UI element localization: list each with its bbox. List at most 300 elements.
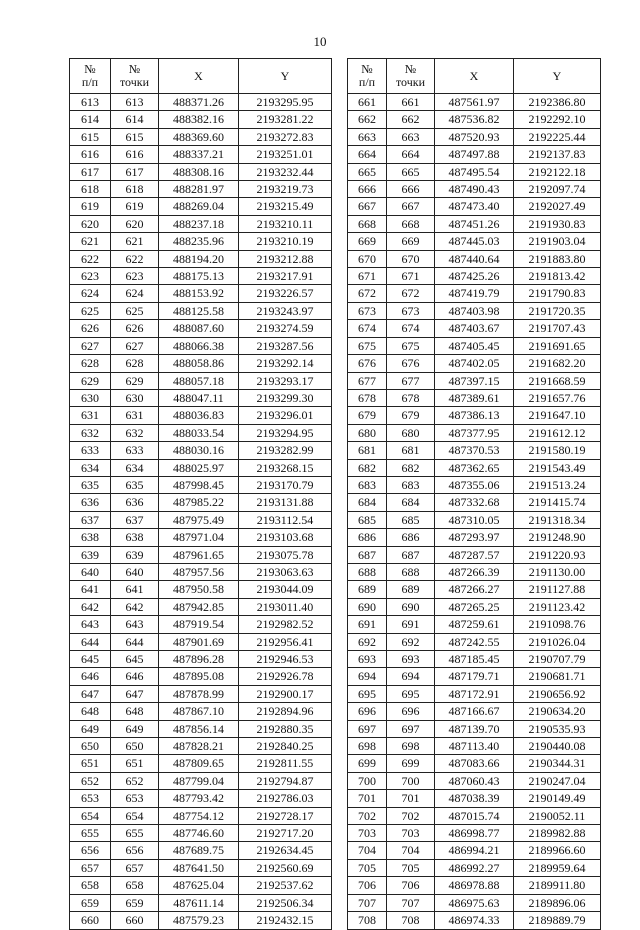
- table-row: [70, 859, 332, 876]
- cell-x: 487451.26: [435, 215, 514, 232]
- cell-x: 487242.55: [435, 633, 514, 650]
- cell-y: 2192946.53: [239, 651, 332, 668]
- cell-x: 487998.45: [159, 476, 239, 493]
- cell-point-number: 635: [111, 476, 159, 493]
- table-header: [70, 59, 332, 94]
- cell-row-number: 642: [70, 598, 111, 615]
- cell-row-number: 638: [70, 529, 111, 546]
- cell-y: 2191248.90: [514, 529, 601, 546]
- table-row: [348, 494, 601, 511]
- cell-point-number: 681: [387, 442, 435, 459]
- header-x: X: [435, 59, 514, 94]
- cell-row-number: 673: [348, 302, 387, 319]
- cell-y: 2191813.42: [514, 268, 601, 285]
- cell-x: 487473.40: [435, 198, 514, 215]
- cell-x: 487971.04: [159, 529, 239, 546]
- cell-point-number: 636: [111, 494, 159, 511]
- cell-y: 2191691.65: [514, 337, 601, 354]
- cell-row-number: 613: [70, 94, 111, 111]
- cell-x: 488382.16: [159, 111, 239, 128]
- cell-x: 487389.61: [435, 389, 514, 406]
- cell-point-number: 634: [111, 459, 159, 476]
- table-row: [70, 268, 332, 285]
- cell-point-number: 626: [111, 320, 159, 337]
- table-row: [70, 407, 332, 424]
- table-row: [70, 755, 332, 772]
- table-row: [348, 511, 601, 528]
- table-row: [70, 581, 332, 598]
- cell-x: 487083.66: [435, 755, 514, 772]
- cell-row-number: 634: [70, 459, 111, 476]
- cell-y: 2193131.88: [239, 494, 332, 511]
- cell-point-number: 623: [111, 268, 159, 285]
- cell-x: 487878.99: [159, 685, 239, 702]
- cell-x: 487060.43: [435, 772, 514, 789]
- cell-x: 487185.45: [435, 651, 514, 668]
- cell-point-number: 617: [111, 163, 159, 180]
- table-row: [70, 163, 332, 180]
- cell-x: 487113.40: [435, 738, 514, 755]
- cell-point-number: 645: [111, 651, 159, 668]
- cell-point-number: 680: [387, 424, 435, 441]
- cell-x: 487402.05: [435, 355, 514, 372]
- cell-x: 487038.39: [435, 790, 514, 807]
- table-row: [70, 494, 332, 511]
- cell-row-number: 676: [348, 355, 387, 372]
- cell-y: 2192926.78: [239, 668, 332, 685]
- cell-row-number: 693: [348, 651, 387, 668]
- cell-row-number: 651: [70, 755, 111, 772]
- cell-point-number: 633: [111, 442, 159, 459]
- cell-y: 2191098.76: [514, 616, 601, 633]
- cell-y: 2191543.49: [514, 459, 601, 476]
- table-row: [348, 877, 601, 894]
- cell-y: 2192537.62: [239, 877, 332, 894]
- cell-row-number: 689: [348, 581, 387, 598]
- cell-row-number: 690: [348, 598, 387, 615]
- header-y: Y: [514, 59, 601, 94]
- cell-x: 487265.25: [435, 598, 514, 615]
- cell-x: 487611.14: [159, 894, 239, 911]
- table-row: [70, 94, 332, 111]
- cell-point-number: 658: [111, 877, 159, 894]
- cell-row-number: 657: [70, 859, 111, 876]
- cell-x: 487440.64: [435, 250, 514, 267]
- cell-row-number: 643: [70, 616, 111, 633]
- cell-x: 487625.04: [159, 877, 239, 894]
- cell-y: 2189982.88: [514, 825, 601, 842]
- cell-row-number: 703: [348, 825, 387, 842]
- cell-row-number: 647: [70, 685, 111, 702]
- cell-point-number: 629: [111, 372, 159, 389]
- cell-point-number: 685: [387, 511, 435, 528]
- cell-point-number: 660: [111, 912, 159, 929]
- cell-row-number: 615: [70, 128, 111, 145]
- cell-row-number: 614: [70, 111, 111, 128]
- cell-row-number: 664: [348, 146, 387, 163]
- table-row: [348, 598, 601, 615]
- cell-x: 486978.88: [435, 877, 514, 894]
- cell-x: 487895.08: [159, 668, 239, 685]
- table-row: [70, 825, 332, 842]
- cell-row-number: 679: [348, 407, 387, 424]
- table-row: [70, 302, 332, 319]
- cell-row-number: 668: [348, 215, 387, 232]
- cell-row-number: 698: [348, 738, 387, 755]
- table-row: [348, 372, 601, 389]
- cell-point-number: 679: [387, 407, 435, 424]
- cell-y: 2190344.31: [514, 755, 601, 772]
- cell-y: 2192292.10: [514, 111, 601, 128]
- coordinates-table-right: [347, 58, 601, 930]
- table-row: [348, 285, 601, 302]
- cell-point-number: 650: [111, 738, 159, 755]
- cell-x: 486994.21: [435, 842, 514, 859]
- cell-point-number: 628: [111, 355, 159, 372]
- cell-y: 2191903.04: [514, 233, 601, 250]
- cell-row-number: 653: [70, 790, 111, 807]
- cell-row-number: 629: [70, 372, 111, 389]
- cell-x: 487520.93: [435, 128, 514, 145]
- cell-y: 2192506.34: [239, 894, 332, 911]
- cell-x: 487355.06: [435, 476, 514, 493]
- header-x: X: [159, 59, 239, 94]
- cell-point-number: 664: [387, 146, 435, 163]
- table-row: [348, 651, 601, 668]
- table-row: [70, 320, 332, 337]
- table-row: [348, 302, 601, 319]
- cell-y: 2193063.63: [239, 563, 332, 580]
- cell-row-number: 675: [348, 337, 387, 354]
- cell-y: 2192634.45: [239, 842, 332, 859]
- cell-row-number: 623: [70, 268, 111, 285]
- cell-x: 487975.49: [159, 511, 239, 528]
- cell-y: 2191682.20: [514, 355, 601, 372]
- cell-row-number: 687: [348, 546, 387, 563]
- cell-y: 2191720.35: [514, 302, 601, 319]
- cell-y: 2191657.76: [514, 389, 601, 406]
- cell-row-number: 648: [70, 703, 111, 720]
- table-row: [70, 651, 332, 668]
- cell-y: 2192137.83: [514, 146, 601, 163]
- cell-y: 2192386.80: [514, 94, 601, 111]
- cell-point-number: 684: [387, 494, 435, 511]
- cell-point-number: 657: [111, 859, 159, 876]
- cell-point-number: 662: [387, 111, 435, 128]
- cell-y: 2192880.35: [239, 720, 332, 737]
- cell-x: 488337.21: [159, 146, 239, 163]
- cell-x: 487641.50: [159, 859, 239, 876]
- table-row: [348, 807, 601, 824]
- table-row: [348, 825, 601, 842]
- cell-row-number: 655: [70, 825, 111, 842]
- cell-y: 2189966.60: [514, 842, 601, 859]
- cell-x: 487405.45: [435, 337, 514, 354]
- table-row: [70, 146, 332, 163]
- cell-x: 488066.38: [159, 337, 239, 354]
- cell-x: 487901.69: [159, 633, 239, 650]
- header-y: Y: [239, 59, 332, 94]
- cell-y: 2191513.24: [514, 476, 601, 493]
- cell-y: 2192811.55: [239, 755, 332, 772]
- cell-point-number: 653: [111, 790, 159, 807]
- table-row: [70, 703, 332, 720]
- table-row: [70, 616, 332, 633]
- cell-x: 487403.98: [435, 302, 514, 319]
- cell-x: 488025.97: [159, 459, 239, 476]
- cell-y: 2192794.87: [239, 772, 332, 789]
- cell-point-number: 677: [387, 372, 435, 389]
- header-row-number: № п/п: [70, 59, 111, 94]
- cell-y: 2189889.79: [514, 912, 601, 929]
- table-row: [70, 476, 332, 493]
- cell-row-number: 681: [348, 442, 387, 459]
- table-row: [70, 546, 332, 563]
- cell-y: 2191647.10: [514, 407, 601, 424]
- cell-y: 2193296.01: [239, 407, 332, 424]
- table-row: [348, 703, 601, 720]
- cell-point-number: 654: [111, 807, 159, 824]
- cell-y: 2191127.88: [514, 581, 601, 598]
- cell-row-number: 662: [348, 111, 387, 128]
- cell-point-number: 640: [111, 563, 159, 580]
- table-row: [70, 355, 332, 372]
- cell-x: 487259.61: [435, 616, 514, 633]
- table-row: [348, 320, 601, 337]
- cell-point-number: 637: [111, 511, 159, 528]
- cell-row-number: 696: [348, 703, 387, 720]
- table-row: [348, 163, 601, 180]
- cell-point-number: 619: [111, 198, 159, 215]
- cell-y: 2191580.19: [514, 442, 601, 459]
- table-row: [70, 424, 332, 441]
- cell-x: 487287.57: [435, 546, 514, 563]
- cell-row-number: 616: [70, 146, 111, 163]
- cell-point-number: 630: [111, 389, 159, 406]
- cell-x: 487561.97: [435, 94, 514, 111]
- header-point-number: № точки: [111, 59, 159, 94]
- cell-row-number: 628: [70, 355, 111, 372]
- cell-y: 2192786.03: [239, 790, 332, 807]
- cell-y: 2192840.25: [239, 738, 332, 755]
- cell-row-number: 644: [70, 633, 111, 650]
- cell-y: 2193268.15: [239, 459, 332, 476]
- cell-y: 2193103.68: [239, 529, 332, 546]
- cell-point-number: 695: [387, 685, 435, 702]
- cell-x: 487536.82: [435, 111, 514, 128]
- cell-y: 2193011.40: [239, 598, 332, 615]
- cell-point-number: 651: [111, 755, 159, 772]
- cell-y: 2192894.96: [239, 703, 332, 720]
- cell-row-number: 666: [348, 181, 387, 198]
- table-row: [70, 529, 332, 546]
- table-row: [348, 389, 601, 406]
- table-row: [348, 268, 601, 285]
- cell-point-number: 706: [387, 877, 435, 894]
- cell-point-number: 690: [387, 598, 435, 615]
- cell-y: 2193210.11: [239, 215, 332, 232]
- cell-x: 486975.63: [435, 894, 514, 911]
- cell-y: 2193251.01: [239, 146, 332, 163]
- cell-y: 2191930.83: [514, 215, 601, 232]
- cell-y: 2191220.93: [514, 546, 601, 563]
- cell-row-number: 670: [348, 250, 387, 267]
- cell-y: 2189959.64: [514, 859, 601, 876]
- table-row: [70, 720, 332, 737]
- cell-row-number: 624: [70, 285, 111, 302]
- cell-row-number: 674: [348, 320, 387, 337]
- table-row: [348, 94, 601, 111]
- table-row: [348, 476, 601, 493]
- cell-row-number: 619: [70, 198, 111, 215]
- cell-row-number: 656: [70, 842, 111, 859]
- table-row: [70, 372, 332, 389]
- cell-point-number: 699: [387, 755, 435, 772]
- table-row: [348, 215, 601, 232]
- cell-row-number: 697: [348, 720, 387, 737]
- cell-y: 2191130.00: [514, 563, 601, 580]
- header-row-number: № п/п: [348, 59, 387, 94]
- cell-y: 2191668.59: [514, 372, 601, 389]
- table-row: [70, 442, 332, 459]
- cell-x: 488235.96: [159, 233, 239, 250]
- cell-row-number: 622: [70, 250, 111, 267]
- cell-row-number: 639: [70, 546, 111, 563]
- cell-row-number: 650: [70, 738, 111, 755]
- cell-y: 2193219.73: [239, 181, 332, 198]
- cell-y: 2193282.99: [239, 442, 332, 459]
- cell-row-number: 694: [348, 668, 387, 685]
- table-row: [348, 738, 601, 755]
- cell-row-number: 631: [70, 407, 111, 424]
- cell-row-number: 688: [348, 563, 387, 580]
- cell-x: 487490.43: [435, 181, 514, 198]
- cell-y: 2193299.30: [239, 389, 332, 406]
- cell-point-number: 691: [387, 616, 435, 633]
- cell-row-number: 708: [348, 912, 387, 929]
- cell-point-number: 686: [387, 529, 435, 546]
- cell-point-number: 676: [387, 355, 435, 372]
- cell-y: 2190656.92: [514, 685, 601, 702]
- cell-row-number: 626: [70, 320, 111, 337]
- cell-y: 2192956.41: [239, 633, 332, 650]
- cell-y: 2192225.44: [514, 128, 601, 145]
- cell-x: 487746.60: [159, 825, 239, 842]
- cell-row-number: 684: [348, 494, 387, 511]
- cell-point-number: 616: [111, 146, 159, 163]
- cell-y: 2193232.44: [239, 163, 332, 180]
- cell-point-number: 649: [111, 720, 159, 737]
- cell-point-number: 646: [111, 668, 159, 685]
- table-row: [348, 755, 601, 772]
- table-row: [70, 233, 332, 250]
- cell-x: 488030.16: [159, 442, 239, 459]
- table-row: [348, 546, 601, 563]
- cell-x: 487377.95: [435, 424, 514, 441]
- cell-row-number: 654: [70, 807, 111, 824]
- cell-point-number: 694: [387, 668, 435, 685]
- table-row: [70, 912, 332, 929]
- table-row: [70, 389, 332, 406]
- cell-x: 488057.18: [159, 372, 239, 389]
- table-row: [348, 772, 601, 789]
- cell-y: 2190707.79: [514, 651, 601, 668]
- cell-point-number: 671: [387, 268, 435, 285]
- table-row: [348, 790, 601, 807]
- cell-y: 2193044.09: [239, 581, 332, 598]
- table-row: [70, 598, 332, 615]
- table-row: [348, 842, 601, 859]
- cell-x: 487172.91: [435, 685, 514, 702]
- cell-x: 487266.39: [435, 563, 514, 580]
- cell-point-number: 638: [111, 529, 159, 546]
- cell-y: 2190440.08: [514, 738, 601, 755]
- cell-point-number: 643: [111, 616, 159, 633]
- cell-x: 487985.22: [159, 494, 239, 511]
- cell-point-number: 627: [111, 337, 159, 354]
- cell-y: 2190681.71: [514, 668, 601, 685]
- table-row: [70, 285, 332, 302]
- cell-x: 487293.97: [435, 529, 514, 546]
- table-row: [70, 250, 332, 267]
- cell-y: 2193295.95: [239, 94, 332, 111]
- table-row: [348, 146, 601, 163]
- cell-point-number: 702: [387, 807, 435, 824]
- table-row: [348, 668, 601, 685]
- table-row: [70, 198, 332, 215]
- table-row: [348, 198, 601, 215]
- cell-x: 486992.27: [435, 859, 514, 876]
- cell-y: 2190535.93: [514, 720, 601, 737]
- cell-point-number: 644: [111, 633, 159, 650]
- table-row: [348, 894, 601, 911]
- cell-x: 488087.60: [159, 320, 239, 337]
- cell-point-number: 687: [387, 546, 435, 563]
- cell-x: 487497.88: [435, 146, 514, 163]
- table-row: [348, 111, 601, 128]
- cell-point-number: 620: [111, 215, 159, 232]
- cell-y: 2193294.95: [239, 424, 332, 441]
- cell-row-number: 680: [348, 424, 387, 441]
- table-row: [70, 215, 332, 232]
- table-row: [348, 563, 601, 580]
- cell-y: 2192900.17: [239, 685, 332, 702]
- table-row: [348, 633, 601, 650]
- cell-x: 487310.05: [435, 511, 514, 528]
- cell-x: 487896.28: [159, 651, 239, 668]
- cell-x: 488033.54: [159, 424, 239, 441]
- cell-point-number: 675: [387, 337, 435, 354]
- cell-point-number: 642: [111, 598, 159, 615]
- cell-y: 2193274.59: [239, 320, 332, 337]
- cell-point-number: 692: [387, 633, 435, 650]
- cell-x: 487867.10: [159, 703, 239, 720]
- cell-row-number: 705: [348, 859, 387, 876]
- cell-point-number: 613: [111, 94, 159, 111]
- cell-row-number: 672: [348, 285, 387, 302]
- cell-x: 487799.04: [159, 772, 239, 789]
- cell-point-number: 656: [111, 842, 159, 859]
- cell-point-number: 688: [387, 563, 435, 580]
- cell-point-number: 700: [387, 772, 435, 789]
- cell-row-number: 636: [70, 494, 111, 511]
- table-row: [70, 337, 332, 354]
- page-number: 10: [313, 34, 327, 49]
- cell-y: 2193170.79: [239, 476, 332, 493]
- cell-point-number: 682: [387, 459, 435, 476]
- table-row: [70, 128, 332, 145]
- cell-row-number: 695: [348, 685, 387, 702]
